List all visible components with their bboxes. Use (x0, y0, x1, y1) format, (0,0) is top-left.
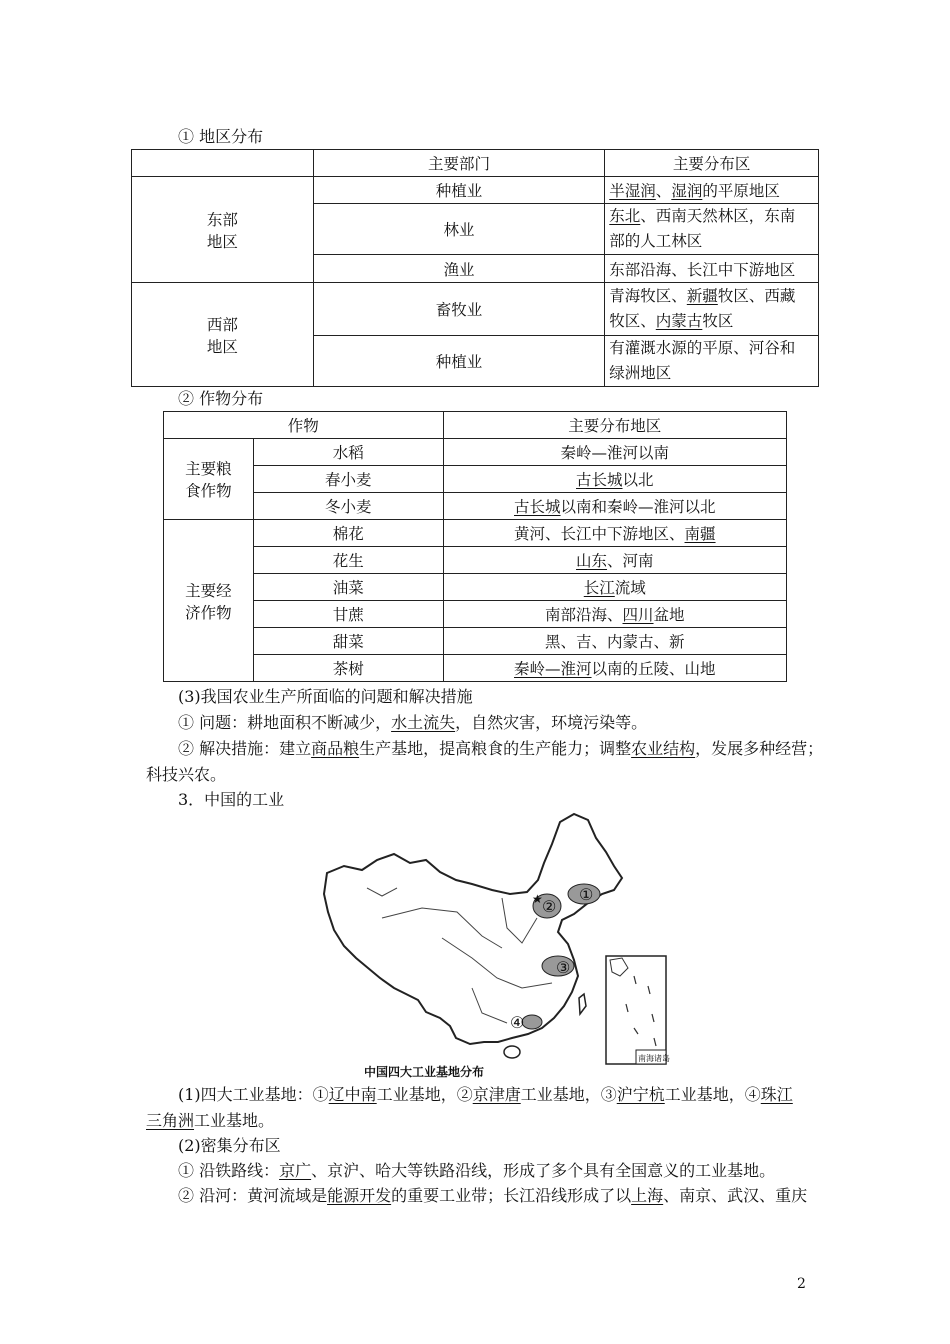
paragraph-dense-areas: (2)密集分布区 (178, 1136, 281, 1155)
text-segment: 以南的丘陵、山地 (591, 660, 716, 678)
table-cell: 水稻 (253, 439, 443, 466)
table-cell (443, 547, 786, 574)
table-cell: 有灌溉水源的平原、河谷和 绿洲地区 (605, 336, 819, 387)
marker-4: ④ (510, 1013, 525, 1032)
text-segment: ，发展多种经营； (695, 739, 824, 758)
table2-header-area: 主要分布地区 (443, 412, 786, 439)
text-segment: 工业基地，② (376, 1085, 473, 1104)
paragraph-problems-title: (3)我国农业生产所面临的问题和解决措施 (178, 687, 473, 706)
table-cell (443, 520, 786, 547)
underlined-term: 东北 (609, 207, 641, 225)
underlined-term: 能源开发 (327, 1186, 392, 1205)
taiwan-island (579, 994, 586, 1014)
underlined-term: 四川 (622, 606, 654, 624)
table-cell: 甜菜 (253, 628, 443, 655)
table-cell (443, 601, 786, 628)
text-segment: 流域 (614, 579, 646, 597)
text-segment: 秦岭—淮河以南 (560, 444, 670, 462)
text-segment: 黄河、长江中下游地区、 (514, 525, 685, 543)
inset-label: 南海诸岛 (638, 1054, 670, 1063)
text-segment: 盆地 (653, 606, 685, 624)
text-segment: 、西南天然林区，东南 (640, 207, 796, 225)
paragraph-measures (178, 736, 823, 759)
east-region-cell: 东部 地区 (132, 177, 314, 283)
china-industrial-bases-map (322, 808, 672, 1080)
section-title-industry: 3．中国的工业 (178, 790, 285, 809)
region-distribution-table (131, 149, 819, 387)
text-segment: 工业基地，③ (520, 1085, 617, 1104)
paragraph-problems (178, 710, 647, 733)
marker-3: ③ (556, 958, 571, 977)
underlined-term: 湿润 (671, 182, 703, 200)
underlined-term: 三角洲 (146, 1111, 195, 1130)
text-segment: ② 解决措施：建立 (178, 739, 312, 758)
underlined-term: 新疆 (686, 287, 718, 305)
grain-group-cell: 主要粮 食作物 (164, 439, 254, 520)
text-segment: ② 沿河：黄河流域是 (178, 1186, 328, 1205)
underlined-term: 秦岭—淮河 (514, 660, 592, 678)
table2-header-crop: 作物 (164, 412, 444, 439)
underlined-term: 商品粮 (311, 739, 360, 758)
underlined-term: 南疆 (684, 525, 716, 543)
underlined-term: 珠江 (760, 1085, 793, 1104)
paragraph-measures-cont: 科技兴农。 (146, 765, 227, 784)
text-segment: 的平原地区 (702, 182, 780, 200)
table-cell: 东北、西南天然林区，东南 部的人工林区 (605, 204, 819, 255)
map-caption: 中国四大工业基地分布 (364, 1065, 485, 1079)
text-segment: 牧区 (702, 312, 734, 330)
underlined-term: 上海 (631, 1186, 664, 1205)
table-cell: 茶树 (253, 655, 443, 682)
table-cell (605, 177, 819, 204)
table-cell: 畜牧业 (313, 283, 605, 336)
underlined-term: 沪宁杭 (616, 1085, 665, 1104)
underlined-term: 京广 (279, 1161, 312, 1180)
underlined-term: 长江 (583, 579, 615, 597)
table1-header-area: 主要分布区 (605, 150, 819, 177)
text-segment: 黑、吉、内蒙古、新 (545, 633, 685, 651)
text-segment: 以北 (622, 471, 654, 489)
marker-2: ② (542, 897, 557, 916)
text-segment: 的重要工业带；长江沿线形成了以 (391, 1186, 632, 1205)
underlined-term: 半湿润 (609, 182, 656, 200)
text-segment: 工业基地，④ (664, 1085, 761, 1104)
west-region-cell: 西部 地区 (132, 283, 314, 387)
table-cell (443, 628, 786, 655)
paragraph-four-bases-cont (146, 1108, 274, 1131)
text-segment: 牧区、西藏 (717, 287, 796, 305)
text-segment: 生产基地，提高粮食的生产能力；调整 (359, 739, 632, 758)
section-title-region: ① 地区分布 (178, 127, 264, 146)
underlined-term: 农业结构 (631, 739, 696, 758)
underlined-term: 古长城 (576, 471, 623, 489)
table-cell: 棉花 (253, 520, 443, 547)
table1-header-dept: 主要部门 (313, 150, 605, 177)
underlined-term: 山东 (576, 552, 608, 570)
paragraph-river (178, 1183, 807, 1206)
table-cell (443, 574, 786, 601)
table-cell: 油菜 (253, 574, 443, 601)
table-cell (443, 466, 786, 493)
text-segment: (1)四大工业基地：① (178, 1085, 329, 1104)
underlined-term: 古长城 (514, 498, 561, 516)
text-segment: 、河南 (607, 552, 654, 570)
china-outline (324, 814, 622, 1044)
text-segment: 牧区、 (609, 312, 656, 330)
table-cell: 甘蔗 (253, 601, 443, 628)
south-sea-inset (606, 956, 666, 1064)
table-cell: 花生 (253, 547, 443, 574)
text-segment: 、 (655, 182, 672, 200)
text-segment: 南部沿海、 (545, 606, 623, 624)
table-cell: 冬小麦 (253, 493, 443, 520)
page-number: 2 (797, 1276, 806, 1292)
underlined-term: 辽中南 (328, 1085, 377, 1104)
text-segment: 以南和秦岭—淮河以北 (560, 498, 716, 516)
underlined-term: 京津唐 (472, 1085, 521, 1104)
section-title-crops: ② 作物分布 (178, 389, 264, 408)
table-cell (443, 439, 786, 466)
underlined-term: 内蒙古 (655, 312, 703, 330)
econ-group-cell: 主要经 济作物 (164, 520, 254, 682)
table-cell (443, 655, 786, 682)
base-4-region (522, 1015, 542, 1029)
table-cell (605, 283, 819, 336)
text-segment: 、京沪、哈大等铁路沿线，形成了多个具有全国意义的工业基地。 (311, 1161, 776, 1180)
paragraph-railway (178, 1158, 775, 1181)
table-cell (443, 493, 786, 520)
paragraph-four-bases (178, 1082, 793, 1105)
text-segment: ① 沿铁路线： (178, 1161, 280, 1180)
table-cell: 春小麦 (253, 466, 443, 493)
table-cell: 渔业 (313, 255, 605, 283)
text-segment: 青海牧区、 (609, 287, 687, 305)
capital-star-icon: ★ (532, 892, 543, 906)
table-cell: 种植业 (313, 177, 605, 204)
marker-1: ① (579, 885, 594, 904)
text-segment: 工业基地。 (194, 1111, 275, 1130)
text-segment: ① 问题：耕地面积不断减少， (178, 713, 392, 732)
underlined-term: 水土流失 (391, 713, 456, 732)
table-cell: 林业 (313, 204, 605, 255)
hainan-island (504, 1046, 520, 1058)
crop-distribution-table (163, 411, 787, 682)
text-segment: ，自然灾害，环境污染等。 (455, 713, 648, 732)
table-cell: 东部沿海、长江中下游地区 (605, 255, 819, 283)
table-cell: 种植业 (313, 336, 605, 387)
table1-header-blank (132, 150, 314, 177)
text-segment: 、南京、武汉、重庆 (663, 1186, 808, 1205)
